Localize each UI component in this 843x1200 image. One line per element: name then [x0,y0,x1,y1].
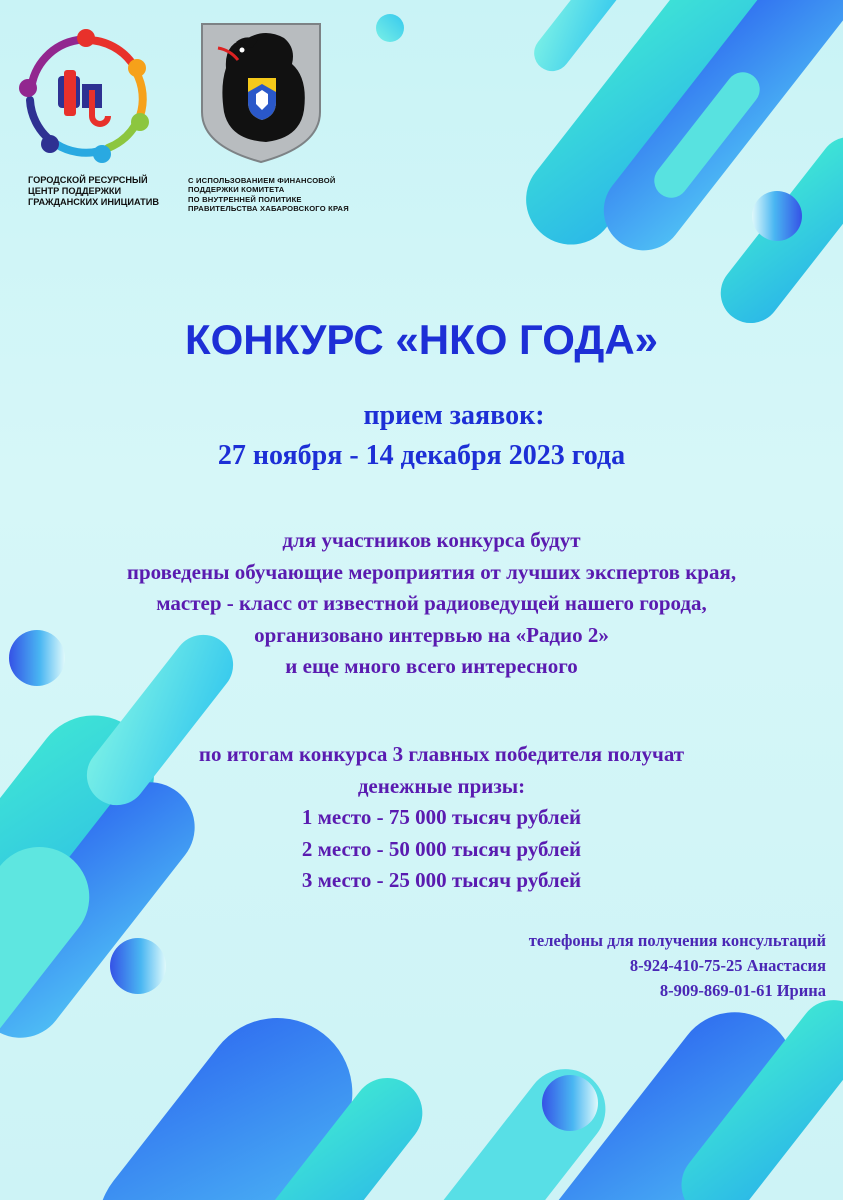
activities-line: для участников конкурса будут [282,528,581,552]
bear-coat-of-arms-icon [196,20,326,165]
activities-text [0,525,843,683]
activities-line: организовано интервью на «Радио 2» [254,622,609,647]
resource-center-logo [16,26,166,208]
left-logo-caption-line: ГОРОДСКОЙ РЕСУРСНЫЙ [28,175,148,185]
right-logo-caption-line: С ИСПОЛЬЗОВАНИЕМ ФИНАНСОВОЙ [188,176,336,185]
application-label: прием заявок: [363,400,545,431]
contact-phone: 8-924-410-75-25 Анастасия [629,956,826,975]
application-period [0,396,843,476]
prizes-text [0,739,843,897]
prizes-intro-line: по итогам конкурса 3 главных победителя получат [198,742,685,766]
prize-place: 1 место - 75 000 тысяч рублей [301,805,582,829]
left-logo-caption-line: ЦЕНТР ПОДДЕРЖКИ [28,186,122,196]
coat-of-arms-logo [188,20,358,214]
prize-place: 3 место - 25 000 тысяч рублей [301,868,582,892]
right-logo-caption-line: ПОДДЕРЖКИ КОМИТЕТА [188,185,285,195]
activities-line: проведены обучающие мероприятия от лучших экспертов края, [126,559,737,584]
right-logo-caption-line: ПО ВНУТРЕННЕЙ ПОЛИТИКЕ [188,194,302,204]
right-logo-caption-line: ПРАВИТЕЛЬСТВА ХАБАРОВСКОГО КРАЯ [188,204,349,214]
contest-title: КОНКУРС «НКО ГОДА» [184,316,659,363]
prize-place: 2 место - 50 000 тысяч рублей [301,836,582,861]
prizes-intro-line: денежные призы: [357,773,526,798]
activities-line: мастер - класс от известной радиоведущей нашего города, [156,591,707,615]
activities-line: и еще много всего интересного [285,654,578,678]
people-ring-logo-icon [16,26,156,166]
application-dates: 27 ноября - 14 декабря 2023 года [217,440,626,471]
contacts-label: телефоны для получения консультаций [528,931,826,950]
contacts-block [529,928,826,1003]
left-logo-caption-line: ГРАЖДАНСКИХ ИНИЦИАТИВ [28,197,159,207]
contact-phone: 8-909-869-01-61 Ирина [659,981,826,1000]
